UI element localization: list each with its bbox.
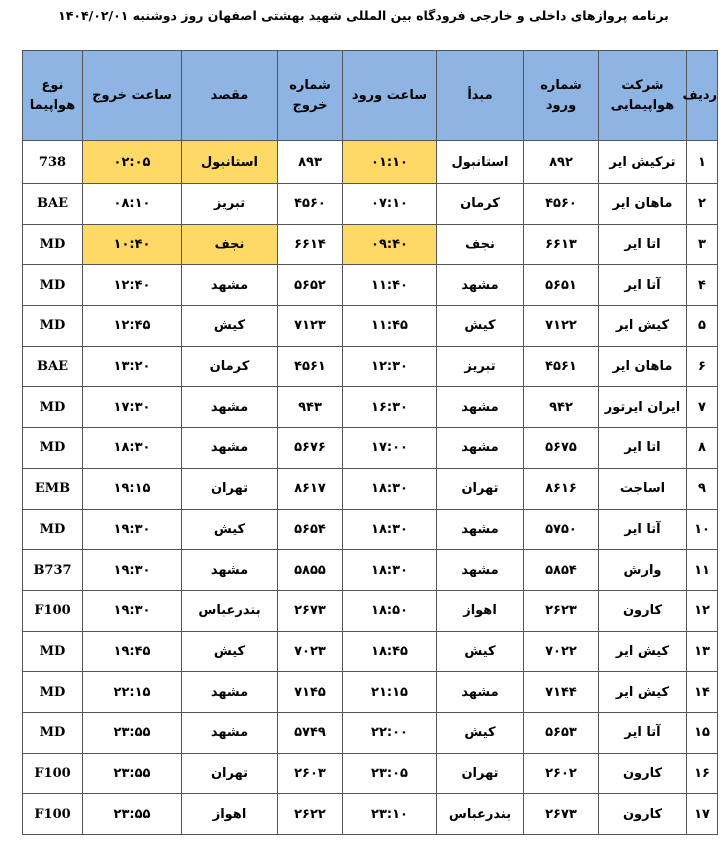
cell-airline: کیش ایر bbox=[599, 631, 687, 672]
table-row bbox=[23, 509, 718, 550]
cell-arrival-time: ۰۷:۱۰ bbox=[343, 184, 437, 225]
header-row-number: ردیف bbox=[687, 51, 718, 141]
cell-destination: مشهد bbox=[182, 387, 278, 428]
cell-departure-number: ۵۷۴۹ bbox=[278, 712, 343, 753]
cell-airline: آتا ایر bbox=[599, 265, 687, 306]
header-departure-number: شماره خروج bbox=[278, 51, 343, 141]
cell-origin: مشهد bbox=[437, 509, 524, 550]
cell-aircraft-type: 738 bbox=[23, 141, 83, 184]
cell-arrival-time: ۱۸:۳۰ bbox=[343, 468, 437, 509]
cell-destination: کیش bbox=[182, 509, 278, 550]
cell-origin: استانبول bbox=[437, 141, 524, 184]
cell-airline: کارون bbox=[599, 590, 687, 631]
flight-rows bbox=[23, 141, 718, 835]
cell-row-number: ۱۵ bbox=[687, 712, 718, 753]
cell-arrival-number: ۵۸۵۴ bbox=[524, 550, 599, 591]
cell-airline: ماهان ایر bbox=[599, 346, 687, 387]
cell-origin: اهواز bbox=[437, 590, 524, 631]
cell-departure-time: ۱۹:۳۰ bbox=[83, 590, 182, 631]
cell-destination: مشهد bbox=[182, 672, 278, 713]
cell-departure-number: ۸۶۱۷ bbox=[278, 468, 343, 509]
cell-departure-time: ۱۲:۴۵ bbox=[83, 306, 182, 347]
cell-arrival-number: ۲۶۲۳ bbox=[524, 590, 599, 631]
cell-row-number: ۹ bbox=[687, 468, 718, 509]
table-row bbox=[23, 141, 718, 184]
cell-arrival-number: ۲۶۰۲ bbox=[524, 753, 599, 794]
cell-origin: کیش bbox=[437, 712, 524, 753]
cell-airline: اتا ایر bbox=[599, 224, 687, 265]
cell-departure-time: ۱۰:۴۰ bbox=[83, 224, 182, 265]
cell-row-number: ۱۷ bbox=[687, 794, 718, 835]
cell-arrival-time: ۲۳:۱۰ bbox=[343, 794, 437, 835]
table-row bbox=[23, 387, 718, 428]
header-arrival-number: شماره ورود bbox=[524, 51, 599, 141]
cell-departure-number: ۶۶۱۴ bbox=[278, 224, 343, 265]
cell-origin: تهران bbox=[437, 753, 524, 794]
cell-arrival-time: ۱۱:۴۵ bbox=[343, 306, 437, 347]
table-row bbox=[23, 590, 718, 631]
cell-arrival-number: ۸۹۲ bbox=[524, 141, 599, 184]
cell-arrival-number: ۷۱۲۲ bbox=[524, 306, 599, 347]
cell-departure-time: ۱۹:۴۵ bbox=[83, 631, 182, 672]
cell-aircraft-type: F100 bbox=[23, 753, 83, 794]
cell-origin: کیش bbox=[437, 631, 524, 672]
cell-aircraft-type: MD bbox=[23, 509, 83, 550]
cell-departure-time: ۱۳:۲۰ bbox=[83, 346, 182, 387]
cell-destination: اهواز bbox=[182, 794, 278, 835]
cell-origin: کرمان bbox=[437, 184, 524, 225]
cell-row-number: ۳ bbox=[687, 224, 718, 265]
cell-aircraft-type: MD bbox=[23, 387, 83, 428]
cell-airline: اتا ایر bbox=[599, 428, 687, 469]
table-row bbox=[23, 631, 718, 672]
table-row bbox=[23, 265, 718, 306]
cell-destination: نجف bbox=[182, 224, 278, 265]
cell-airline: کارون bbox=[599, 794, 687, 835]
cell-origin: مشهد bbox=[437, 550, 524, 591]
table-row bbox=[23, 346, 718, 387]
cell-destination: تهران bbox=[182, 468, 278, 509]
cell-origin: کیش bbox=[437, 306, 524, 347]
cell-destination: کرمان bbox=[182, 346, 278, 387]
cell-departure-number: ۲۶۰۳ bbox=[278, 753, 343, 794]
header-destination: مقصد bbox=[182, 51, 278, 141]
cell-destination: مشهد bbox=[182, 550, 278, 591]
cell-departure-time: ۲۲:۱۵ bbox=[83, 672, 182, 713]
cell-departure-time: ۱۷:۳۰ bbox=[83, 387, 182, 428]
cell-airline: کارون bbox=[599, 753, 687, 794]
cell-arrival-time: ۲۱:۱۵ bbox=[343, 672, 437, 713]
cell-departure-time: ۱۸:۳۰ bbox=[83, 428, 182, 469]
cell-arrival-time: ۱۲:۳۰ bbox=[343, 346, 437, 387]
cell-arrival-time: ۲۲:۰۰ bbox=[343, 712, 437, 753]
cell-origin: مشهد bbox=[437, 672, 524, 713]
cell-arrival-time: ۰۱:۱۰ bbox=[343, 141, 437, 184]
cell-destination: کیش bbox=[182, 631, 278, 672]
cell-row-number: ۸ bbox=[687, 428, 718, 469]
cell-airline: ماهان ایر bbox=[599, 184, 687, 225]
cell-departure-number: ۹۴۳ bbox=[278, 387, 343, 428]
cell-arrival-time: ۱۸:۳۰ bbox=[343, 509, 437, 550]
cell-row-number: ۱ bbox=[687, 141, 718, 184]
cell-airline: کیش ایر bbox=[599, 306, 687, 347]
cell-departure-number: ۷۰۲۳ bbox=[278, 631, 343, 672]
table-row bbox=[23, 712, 718, 753]
cell-aircraft-type: MD bbox=[23, 265, 83, 306]
header-origin: مبدأ bbox=[437, 51, 524, 141]
cell-arrival-time: ۱۷:۰۰ bbox=[343, 428, 437, 469]
cell-row-number: ۵ bbox=[687, 306, 718, 347]
cell-departure-time: ۱۹:۱۵ bbox=[83, 468, 182, 509]
cell-origin: مشهد bbox=[437, 265, 524, 306]
cell-departure-time: ۰۸:۱۰ bbox=[83, 184, 182, 225]
cell-row-number: ۱۶ bbox=[687, 753, 718, 794]
cell-destination: تهران bbox=[182, 753, 278, 794]
cell-airline: آتا ایر bbox=[599, 509, 687, 550]
cell-departure-time: ۱۲:۴۰ bbox=[83, 265, 182, 306]
cell-arrival-number: ۹۴۲ bbox=[524, 387, 599, 428]
table-row bbox=[23, 184, 718, 225]
table-row bbox=[23, 468, 718, 509]
cell-arrival-number: ۵۶۷۵ bbox=[524, 428, 599, 469]
cell-destination: تبریز bbox=[182, 184, 278, 225]
cell-aircraft-type: MD bbox=[23, 224, 83, 265]
table-row bbox=[23, 224, 718, 265]
cell-destination: کیش bbox=[182, 306, 278, 347]
header-departure-time: ساعت خروج bbox=[83, 51, 182, 141]
cell-departure-time: ۱۹:۳۰ bbox=[83, 509, 182, 550]
cell-origin: مشهد bbox=[437, 387, 524, 428]
table-row bbox=[23, 753, 718, 794]
cell-origin: بندرعباس bbox=[437, 794, 524, 835]
cell-aircraft-type: F100 bbox=[23, 590, 83, 631]
cell-arrival-time: ۰۹:۴۰ bbox=[343, 224, 437, 265]
cell-departure-number: ۵۶۷۶ bbox=[278, 428, 343, 469]
cell-airline: کیش ایر bbox=[599, 672, 687, 713]
cell-departure-number: ۲۶۷۳ bbox=[278, 590, 343, 631]
cell-aircraft-type: BAE bbox=[23, 346, 83, 387]
cell-origin: مشهد bbox=[437, 428, 524, 469]
cell-arrival-number: ۲۶۷۳ bbox=[524, 794, 599, 835]
cell-aircraft-type: MD bbox=[23, 672, 83, 713]
cell-arrival-time: ۱۸:۵۰ bbox=[343, 590, 437, 631]
cell-departure-number: ۵۶۵۲ bbox=[278, 265, 343, 306]
cell-row-number: ۱۴ bbox=[687, 672, 718, 713]
cell-arrival-time: ۱۶:۳۰ bbox=[343, 387, 437, 428]
cell-departure-number: ۴۵۶۰ bbox=[278, 184, 343, 225]
cell-arrival-number: ۷۰۲۲ bbox=[524, 631, 599, 672]
cell-row-number: ۱۱ bbox=[687, 550, 718, 591]
cell-departure-number: ۸۹۳ bbox=[278, 141, 343, 184]
cell-arrival-time: ۱۱:۴۰ bbox=[343, 265, 437, 306]
cell-departure-time: ۱۹:۳۰ bbox=[83, 550, 182, 591]
cell-airline: ترکیش ایر bbox=[599, 141, 687, 184]
cell-arrival-time: ۲۳:۰۵ bbox=[343, 753, 437, 794]
cell-departure-number: ۵۶۵۴ bbox=[278, 509, 343, 550]
cell-row-number: ۱۰ bbox=[687, 509, 718, 550]
table-row bbox=[23, 428, 718, 469]
cell-aircraft-type: EMB bbox=[23, 468, 83, 509]
cell-origin: نجف bbox=[437, 224, 524, 265]
cell-departure-number: ۴۵۶۱ bbox=[278, 346, 343, 387]
cell-departure-time: ۲۳:۵۵ bbox=[83, 753, 182, 794]
cell-aircraft-type: MD bbox=[23, 306, 83, 347]
cell-departure-number: ۷۱۲۳ bbox=[278, 306, 343, 347]
cell-row-number: ۴ bbox=[687, 265, 718, 306]
cell-row-number: ۷ bbox=[687, 387, 718, 428]
table-row bbox=[23, 794, 718, 835]
cell-aircraft-type: MD bbox=[23, 428, 83, 469]
cell-departure-time: ۰۲:۰۵ bbox=[83, 141, 182, 184]
cell-aircraft-type: MD bbox=[23, 712, 83, 753]
cell-arrival-number: ۸۶۱۶ bbox=[524, 468, 599, 509]
table-row bbox=[23, 306, 718, 347]
cell-aircraft-type: F100 bbox=[23, 794, 83, 835]
header-arrival-time: ساعت ورود bbox=[343, 51, 437, 141]
table-row bbox=[23, 550, 718, 591]
page-title: برنامه پروازهای داخلی و خارجی فرودگاه بین المللی شهید بهشتی اصفهان روز دوشنبه ۱۴۰۴/۰۲/۰۱ bbox=[58, 8, 669, 23]
cell-origin: تهران bbox=[437, 468, 524, 509]
cell-row-number: ۶ bbox=[687, 346, 718, 387]
cell-destination: استانبول bbox=[182, 141, 278, 184]
cell-arrival-number: ۵۶۵۱ bbox=[524, 265, 599, 306]
cell-origin: تبریز bbox=[437, 346, 524, 387]
cell-departure-time: ۲۳:۵۵ bbox=[83, 712, 182, 753]
cell-arrival-number: ۶۶۱۳ bbox=[524, 224, 599, 265]
cell-arrival-number: ۵۶۵۳ bbox=[524, 712, 599, 753]
cell-arrival-time: ۱۸:۳۰ bbox=[343, 550, 437, 591]
cell-destination: بندرعباس bbox=[182, 590, 278, 631]
cell-aircraft-type: MD bbox=[23, 631, 83, 672]
cell-destination: مشهد bbox=[182, 265, 278, 306]
header-airline: شرکت هواپیمایی bbox=[599, 51, 687, 141]
cell-destination: مشهد bbox=[182, 428, 278, 469]
cell-airline: ایران ایرتور bbox=[599, 387, 687, 428]
cell-arrival-number: ۵۷۵۰ bbox=[524, 509, 599, 550]
cell-airline: آتا ایر bbox=[599, 712, 687, 753]
cell-arrival-number: ۴۵۶۰ bbox=[524, 184, 599, 225]
header-aircraft-type: نوع هواپیما bbox=[23, 51, 83, 141]
cell-aircraft-type: B737 bbox=[23, 550, 83, 591]
cell-departure-number: ۵۸۵۵ bbox=[278, 550, 343, 591]
flight-schedule-table bbox=[22, 50, 718, 835]
cell-arrival-number: ۷۱۴۴ bbox=[524, 672, 599, 713]
cell-airline: اساجت bbox=[599, 468, 687, 509]
cell-arrival-number: ۴۵۶۱ bbox=[524, 346, 599, 387]
cell-airline: وارش bbox=[599, 550, 687, 591]
cell-departure-time: ۲۳:۵۵ bbox=[83, 794, 182, 835]
cell-destination: مشهد bbox=[182, 712, 278, 753]
cell-departure-number: ۷۱۴۵ bbox=[278, 672, 343, 713]
cell-departure-number: ۲۶۲۲ bbox=[278, 794, 343, 835]
cell-row-number: ۱۲ bbox=[687, 590, 718, 631]
cell-row-number: ۱۳ bbox=[687, 631, 718, 672]
cell-arrival-time: ۱۸:۴۵ bbox=[343, 631, 437, 672]
table-row bbox=[23, 672, 718, 713]
table-header-row bbox=[23, 51, 718, 141]
cell-row-number: ۲ bbox=[687, 184, 718, 225]
cell-aircraft-type: BAE bbox=[23, 184, 83, 225]
